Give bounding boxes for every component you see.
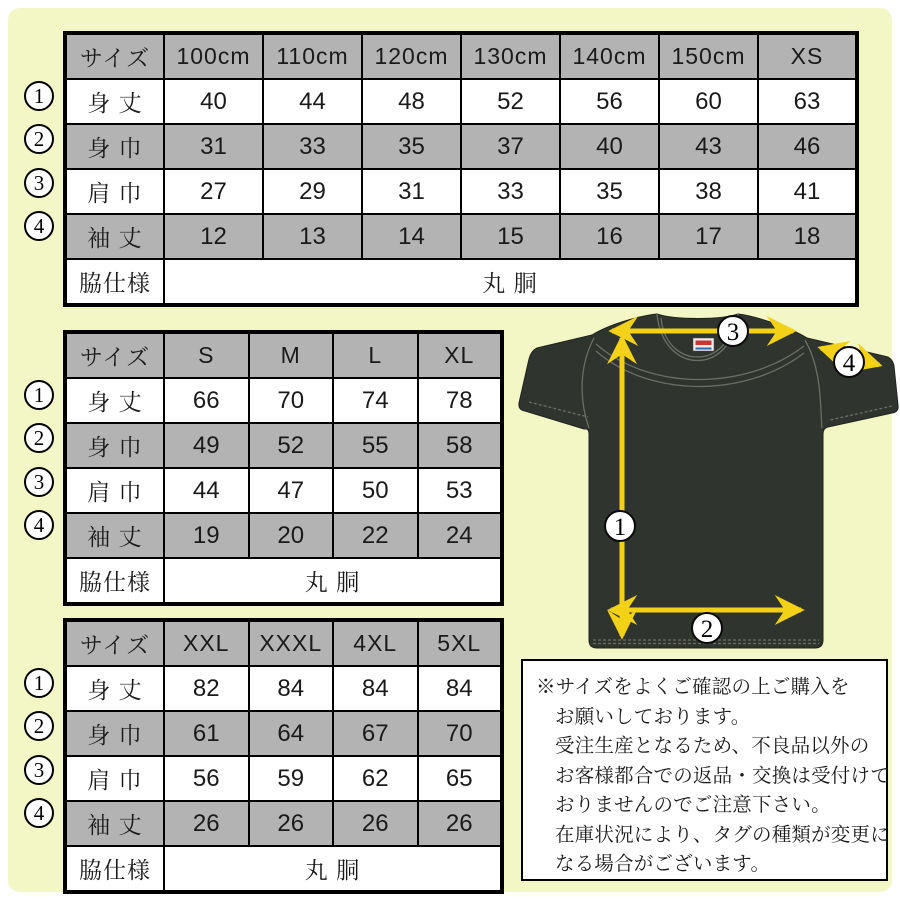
measure-value-cell: 50 xyxy=(333,468,418,513)
side-spec-label: 脇仕様 xyxy=(65,558,164,604)
row-number-badge: 2 xyxy=(24,423,54,453)
side-spec-label: 脇仕様 xyxy=(65,259,164,305)
size-column-header: L xyxy=(333,332,418,378)
measure-row-label: 袖 丈 xyxy=(65,513,164,558)
size-table-adult xyxy=(24,330,504,606)
measure-value-cell: 26 xyxy=(249,801,334,846)
side-spec-value: 丸 胴 xyxy=(164,558,502,604)
measure-value-cell: 40 xyxy=(164,79,263,124)
size-column-header: 4XL xyxy=(333,620,418,666)
measure-value-cell: 22 xyxy=(333,513,418,558)
row-number-badge: 2 xyxy=(24,124,54,154)
measure-value-cell: 44 xyxy=(164,468,249,513)
size-column-header: 110cm xyxy=(263,33,362,79)
size-header-label: サイズ xyxy=(65,332,164,378)
measure-value-cell: 58 xyxy=(418,423,503,468)
measure-value-cell: 63 xyxy=(758,79,857,124)
side-spec-value: 丸 胴 xyxy=(164,259,857,305)
measure-value-cell: 47 xyxy=(249,468,334,513)
size-table-large xyxy=(24,618,504,894)
measure-value-cell: 29 xyxy=(263,169,362,214)
measure-value-cell: 35 xyxy=(362,124,461,169)
row-number-badge: 4 xyxy=(24,798,54,828)
measure-value-cell: 60 xyxy=(659,79,758,124)
measure-value-cell: 18 xyxy=(758,214,857,259)
measure-row-label: 肩 巾 xyxy=(65,468,164,513)
size-table-large-grid xyxy=(63,618,504,894)
measure-value-cell: 53 xyxy=(418,468,503,513)
measure-value-cell: 84 xyxy=(249,666,334,711)
size-table-adult-grid xyxy=(63,330,504,606)
size-column-header: XXL xyxy=(164,620,249,666)
note-line: おりませんのでご注意下さい。 xyxy=(555,794,831,816)
measure-value-cell: 48 xyxy=(362,79,461,124)
measure-value-cell: 64 xyxy=(249,711,334,756)
measure-value-cell: 33 xyxy=(461,169,560,214)
size-column-header: M xyxy=(249,332,334,378)
measure-row-label: 身 丈 xyxy=(65,79,164,124)
measure-row-label: 身 巾 xyxy=(65,124,164,169)
badge-3: 3 xyxy=(726,319,740,346)
measure-value-cell: 13 xyxy=(263,214,362,259)
measure-row-label: 袖 丈 xyxy=(65,801,164,846)
measure-value-cell: 31 xyxy=(362,169,461,214)
note-line: お願いしております。 xyxy=(555,705,751,728)
size-column-header: 100cm xyxy=(164,33,263,79)
row-number-badge: 3 xyxy=(24,168,54,198)
measure-value-cell: 40 xyxy=(560,124,659,169)
measure-value-cell: 33 xyxy=(263,124,362,169)
measure-value-cell: 24 xyxy=(418,513,503,558)
measure-value-cell: 74 xyxy=(333,378,418,423)
measure-row-label: 身 丈 xyxy=(65,666,164,711)
note-line: 在庫状況により、タグの種類が変更に xyxy=(555,823,890,846)
measure-row-label: 肩 巾 xyxy=(65,756,164,801)
row-number-badge: 4 xyxy=(24,211,54,241)
badge-4: 4 xyxy=(842,350,856,377)
size-column-header: 5XL xyxy=(418,620,503,666)
row-number-badge: 3 xyxy=(24,467,54,497)
size-column-header: S xyxy=(164,332,249,378)
measure-value-cell: 52 xyxy=(461,79,560,124)
measure-value-cell: 56 xyxy=(560,79,659,124)
measure-value-cell: 65 xyxy=(418,756,503,801)
note-line: なる場合がございます。 xyxy=(555,853,771,875)
measure-value-cell: 82 xyxy=(164,666,249,711)
note-line: ※サイズをよくご確認の上ご購入を xyxy=(536,676,850,698)
measure-value-cell: 15 xyxy=(461,214,560,259)
measure-value-cell: 26 xyxy=(418,801,503,846)
measure-value-cell: 12 xyxy=(164,214,263,259)
measure-row-label: 身 巾 xyxy=(65,423,164,468)
note-line: お客様都合での返品・交換は受付けて xyxy=(555,764,890,787)
row-number-badge: 1 xyxy=(24,81,54,111)
size-table-kids-grid xyxy=(63,31,859,307)
measure-value-cell: 26 xyxy=(164,801,249,846)
measure-value-cell: 44 xyxy=(263,79,362,124)
size-table-kids xyxy=(24,31,859,307)
measure-value-cell: 35 xyxy=(560,169,659,214)
measure-value-cell: 14 xyxy=(362,214,461,259)
measure-value-cell: 62 xyxy=(333,756,418,801)
size-header-label: サイズ xyxy=(65,33,164,79)
size-column-header: 150cm xyxy=(659,33,758,79)
note-line: 受注生産となるため、不良品以外の xyxy=(555,735,870,757)
size-column-header: XS xyxy=(758,33,857,79)
measure-value-cell: 19 xyxy=(164,513,249,558)
measure-row-label: 身 丈 xyxy=(65,378,164,423)
measure-value-cell: 55 xyxy=(333,423,418,468)
measure-value-cell: 46 xyxy=(758,124,857,169)
measure-value-cell: 37 xyxy=(461,124,560,169)
row-number-badge: 3 xyxy=(24,755,54,785)
purchase-notes-box xyxy=(521,659,888,881)
row-number-badge: 4 xyxy=(24,510,54,540)
measure-value-cell: 27 xyxy=(164,169,263,214)
measure-value-cell: 16 xyxy=(560,214,659,259)
size-column-header: XL xyxy=(418,332,503,378)
measure-value-cell: 31 xyxy=(164,124,263,169)
tshirt-measurement-diagram xyxy=(505,298,900,668)
measure-row-label: 袖 丈 xyxy=(65,214,164,259)
side-spec-label: 脇仕様 xyxy=(65,846,164,892)
measure-value-cell: 56 xyxy=(164,756,249,801)
measure-value-cell: 49 xyxy=(164,423,249,468)
measure-value-cell: 52 xyxy=(249,423,334,468)
measure-value-cell: 41 xyxy=(758,169,857,214)
badge-1: 1 xyxy=(613,514,627,541)
size-header-label: サイズ xyxy=(65,620,164,666)
size-column-header: 120cm xyxy=(362,33,461,79)
side-spec-value: 丸 胴 xyxy=(164,846,502,892)
measure-value-cell: 26 xyxy=(333,801,418,846)
measure-row-label: 身 巾 xyxy=(65,711,164,756)
brand-tag xyxy=(693,338,714,351)
badge-2: 2 xyxy=(700,616,714,643)
measure-value-cell: 38 xyxy=(659,169,758,214)
measure-value-cell: 67 xyxy=(333,711,418,756)
measure-value-cell: 84 xyxy=(333,666,418,711)
measure-value-cell: 17 xyxy=(659,214,758,259)
measure-value-cell: 84 xyxy=(418,666,503,711)
row-number-badge: 1 xyxy=(24,668,54,698)
measure-value-cell: 78 xyxy=(418,378,503,423)
measure-value-cell: 59 xyxy=(249,756,334,801)
size-column-header: 130cm xyxy=(461,33,560,79)
measure-value-cell: 66 xyxy=(164,378,249,423)
measure-value-cell: 20 xyxy=(249,513,334,558)
measure-value-cell: 70 xyxy=(249,378,334,423)
measure-value-cell: 70 xyxy=(418,711,503,756)
row-number-badge: 2 xyxy=(24,711,54,741)
row-number-badge: 1 xyxy=(24,380,54,410)
measure-row-label: 肩 巾 xyxy=(65,169,164,214)
measure-value-cell: 43 xyxy=(659,124,758,169)
size-column-header: 140cm xyxy=(560,33,659,79)
measure-value-cell: 61 xyxy=(164,711,249,756)
size-column-header: XXXL xyxy=(249,620,334,666)
